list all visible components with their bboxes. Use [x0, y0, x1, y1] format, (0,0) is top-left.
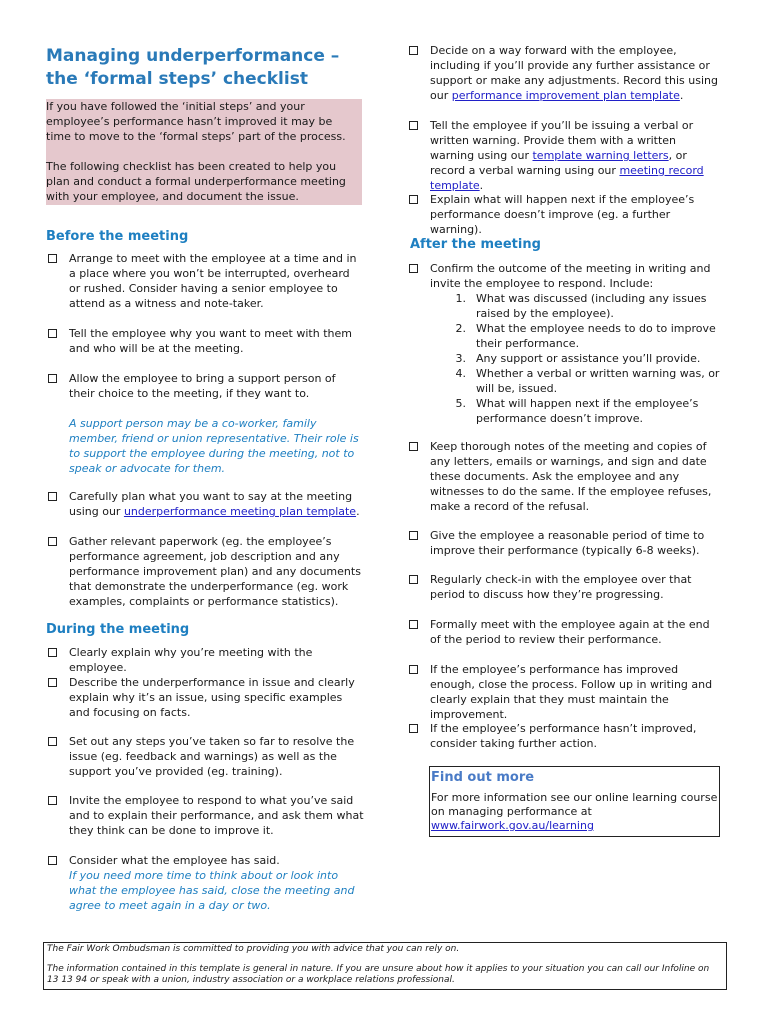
list-item: 5. What will happen next if the employee’s performance doesn’t improve. [455, 397, 699, 425]
decide-way-forward-item[interactable]: Decide on a way forward with the employee, including if you’ll provide any further assistance or support or make any adjustments. Record this using our performance improvement plan template. [407, 43, 723, 103]
checkbox-icon[interactable] [409, 121, 418, 130]
checkbox-icon[interactable] [409, 575, 418, 584]
after-item-4[interactable]: Regularly check-in with the employee over that period to discuss how they’re progressing. [407, 572, 723, 602]
after-item-1[interactable]: Confirm the outcome of the meeting in writing and invite the employee to respond. Include: 1. What was discussed (including any issues raised by the employee). 2. What the employee needs to do to improve their performance. 3. Any support or assistance you’ll provide. 4. Whether a verbal or written warning was, or will be, issued. 5. What will happen next if the employee’s performance doesn’t improve. [407, 261, 723, 426]
during-item-5[interactable]: Consider what the employee has said. If you need more time to think about or look into what the employee has said, close the meeting and agree to meet again in a day or two. [46, 853, 364, 913]
checkbox-icon[interactable] [409, 195, 418, 204]
include-list [430, 291, 723, 426]
support-person-note: A support person may be a co-worker, family member, friend or union representative. Their role is to support the employee during the meeting, not to speak or advocate for them. [69, 417, 359, 475]
during-item-3[interactable]: Set out any steps you’ve taken so far to resolve the issue (eg. feedback and warnings) as well as the support you’ve provided (eg. training). [46, 734, 364, 779]
find-out-more-text: For more information see our online learning course on managing performance at www.fairwork.gov.au/learning [431, 791, 718, 832]
after-item-6[interactable]: If the employee’s performance has improved enough, close the process. Follow up in writing and clearly explain that they must maintain the improvement. [407, 662, 723, 722]
after-item-7[interactable]: If the employee’s performance hasn’t improved, consider taking further action. [407, 721, 723, 751]
page-title: Managing underperformance – the ‘formal steps’ checklist [46, 46, 340, 89]
checkbox-icon[interactable] [409, 46, 418, 55]
during-item-1[interactable]: Clearly explain why you’re meeting with the employee. [46, 645, 364, 675]
after-meeting-heading: After the meeting [410, 237, 541, 252]
warning-item[interactable]: Tell the employee if you’ll be issuing a verbal or written warning. Provide them with a written warning using our template warning letters, or record a verbal warning using our meeting record template. [407, 118, 723, 193]
during-item-4[interactable]: Invite the employee to respond to what you’ve said and to explain their performance, and ask them what they think can be done to improve it. [46, 793, 364, 838]
checkbox-icon[interactable] [409, 264, 418, 273]
improvement-plan-template-link[interactable]: performance improvement plan template [451, 89, 680, 102]
checkbox-icon[interactable] [409, 531, 418, 540]
list-item: 3. Any support or assistance you’ll provide. [455, 352, 701, 365]
footer-line-1: The Fair Work Ombudsman is committed to providing you with advice that you can rely on. [47, 944, 460, 954]
list-item: 4. Whether a verbal or written warning was, or will be, issued. [455, 367, 720, 395]
after-item-2[interactable]: Keep thorough notes of the meeting and copies of any letters, emails or warnings, and sign and date these documents. Ask the employee and any witnesses to do the same. If the employee refuses, make a record of the refusal. [407, 439, 723, 514]
before-item-2[interactable]: Tell the employee why you want to meet with them and who will be at the meeting. [46, 326, 364, 356]
after-item-5[interactable]: Formally meet with the employee again at the end of the period to review their performance. [407, 617, 723, 647]
checkbox-icon[interactable] [48, 796, 57, 805]
find-out-more-heading: Find out more [431, 770, 535, 785]
footer-disclaimer [43, 942, 727, 990]
checkbox-icon[interactable] [48, 678, 57, 687]
checkbox-icon[interactable] [48, 374, 57, 383]
before-item-4[interactable]: Carefully plan what you want to say at the meeting using our underperformance meeting plan template. [46, 489, 364, 519]
checkbox-icon[interactable] [48, 856, 57, 865]
checkbox-icon[interactable] [48, 537, 57, 546]
intro-paragraph-1: If you have followed the ‘initial steps’ and your employee’s performance hasn’t improved it may be time to move to the ‘formal steps’ part of the process. [46, 100, 346, 143]
list-item: 1. What was discussed (including any issues raised by the employee). [455, 292, 707, 320]
meeting-record-template-link[interactable]: meeting record template [430, 164, 704, 192]
find-out-more-box [429, 766, 720, 837]
before-item-1[interactable]: Arrange to meet with the employee at a time and in a place where you won’t be interrupted, overheard or rushed. Consider having a senior employee to attend as a witness and note-taker. [46, 251, 364, 311]
warning-letters-link[interactable]: template warning letters [532, 149, 669, 162]
during-meeting-heading: During the meeting [46, 622, 190, 637]
checkbox-icon[interactable] [48, 329, 57, 338]
before-meeting-heading: Before the meeting [46, 229, 189, 244]
meeting-plan-template-link[interactable]: underperformance meeting plan template [123, 505, 357, 518]
explain-next-item[interactable]: Explain what will happen next if the employee’s performance doesn’t improve (eg. a further warning). [407, 192, 723, 237]
checkbox-icon[interactable] [48, 492, 57, 501]
intro-paragraph-2: The following checklist has been created to help you plan and conduct a formal underperformance meeting with your employee, and document the issue. [46, 160, 346, 203]
checkbox-icon[interactable] [409, 665, 418, 674]
footer-line-2: The information contained in this template is general in nature. If you are unsure about how it applies to your situation you can call our Infoline on 13 13 94 or speak with a union, industry association or a workplace relations professional. [47, 964, 710, 985]
before-item-3[interactable]: Allow the employee to bring a support person of their choice to the meeting, if they want to. A support person may be a co-worker, family member, friend or union representative. Their role is to support the employee during the meeting, not to speak or advocate for them. [46, 371, 364, 476]
checkbox-icon[interactable] [48, 648, 57, 657]
checkbox-icon[interactable] [409, 724, 418, 733]
after-item-3[interactable]: Give the employee a reasonable period of time to improve their performance (typically 6-8 weeks). [407, 528, 723, 558]
during-item-2[interactable]: Describe the underperformance in issue and clearly explain why it’s an issue, using specific examples and focusing on facts. [46, 675, 364, 720]
fairwork-learning-link[interactable]: www.fairwork.gov.au/learning [431, 819, 594, 832]
list-item: 2. What the employee needs to do to improve their performance. [455, 322, 716, 350]
checkbox-icon[interactable] [409, 442, 418, 451]
intro-box [46, 99, 362, 205]
checkbox-icon[interactable] [48, 737, 57, 746]
more-time-note: If you need more time to think about or look into what the employee has said, close the meeting and agree to meet again in a day or two. [69, 869, 355, 912]
checkbox-icon[interactable] [409, 620, 418, 629]
before-item-5[interactable]: Gather relevant paperwork (eg. the employee’s performance agreement, job description and any performance improvement plan) and any documents that demonstrate the underperformance (eg. work examples, complaints or performance statistics). [46, 534, 364, 609]
checkbox-icon[interactable] [48, 254, 57, 263]
